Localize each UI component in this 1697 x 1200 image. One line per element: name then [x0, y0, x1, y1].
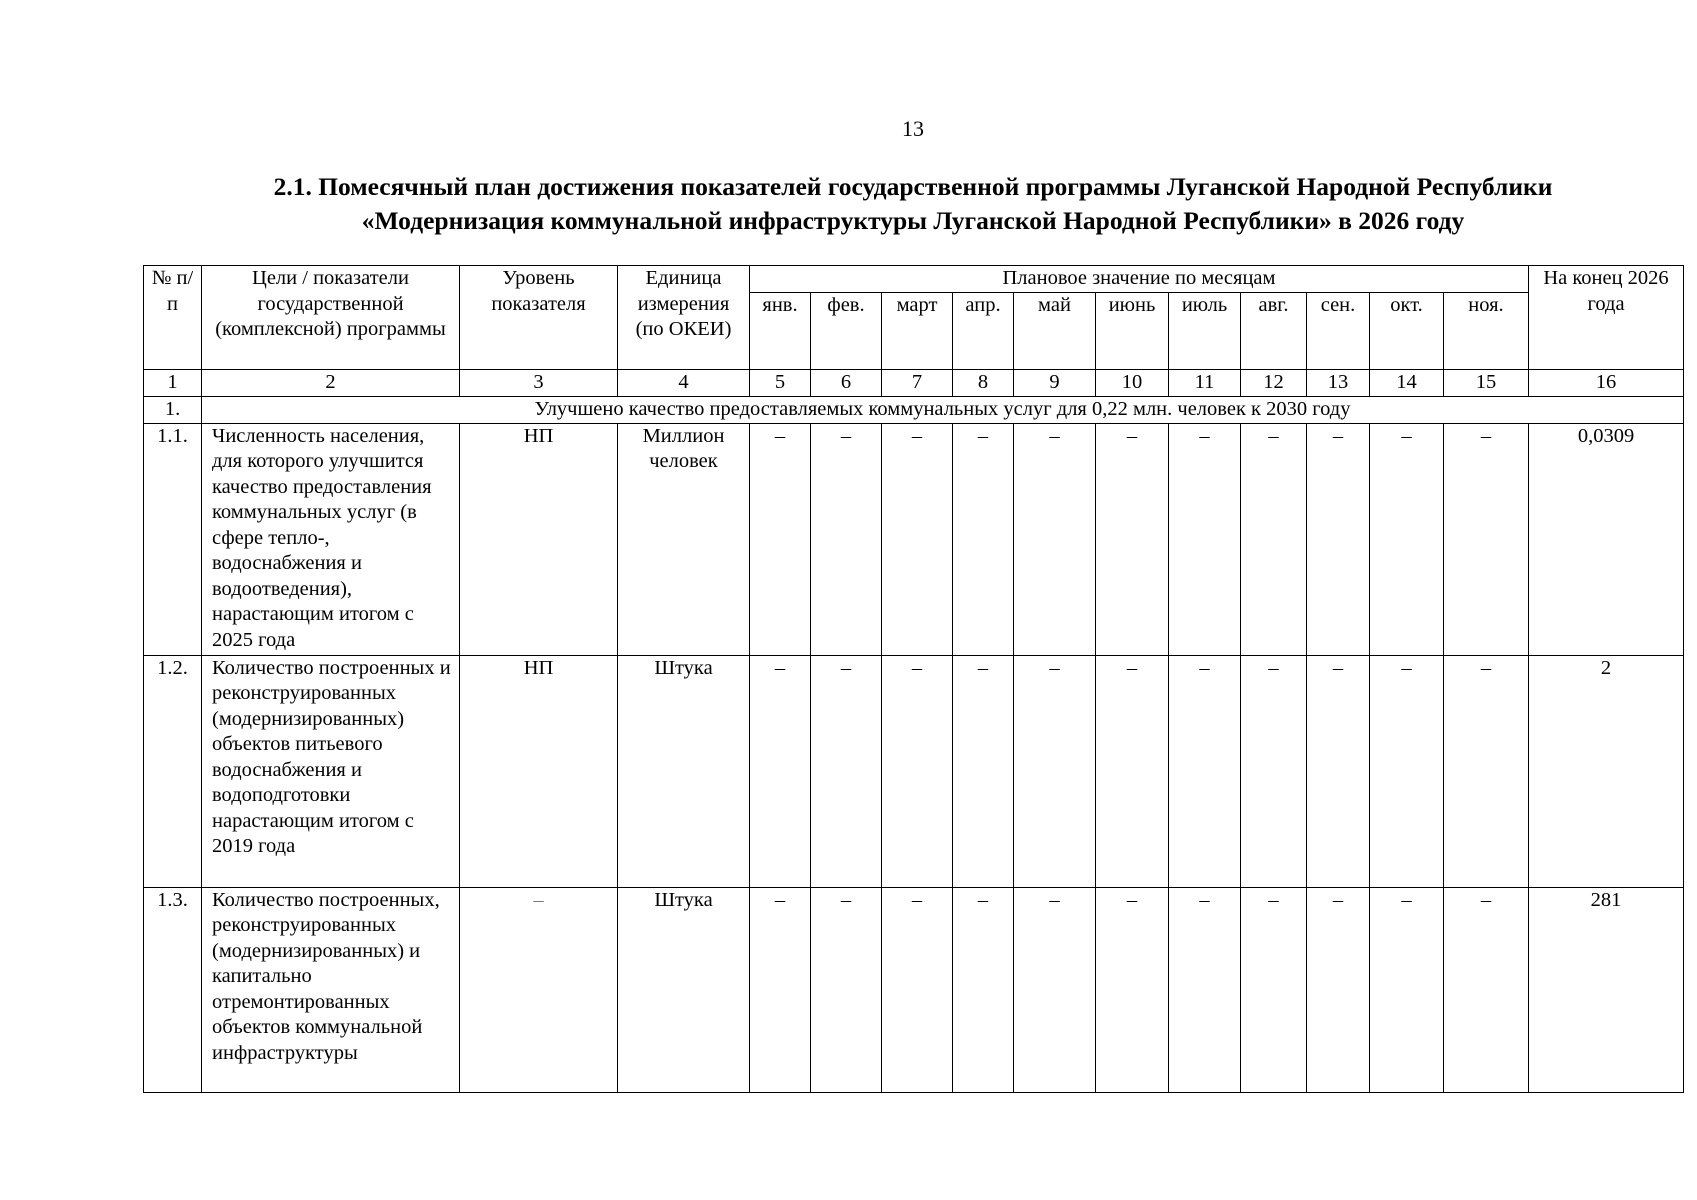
month-value: – — [1169, 887, 1241, 1092]
header-unit: Единица измерения (по ОКЕИ) — [618, 266, 750, 370]
end-of-year-value: 281 — [1529, 887, 1684, 1092]
month-value: – — [953, 655, 1014, 887]
month-value: – — [750, 887, 811, 1092]
column-number: 16 — [1529, 369, 1684, 396]
column-number: 1 — [144, 369, 202, 396]
end-of-year-value: 2 — [1529, 655, 1684, 887]
month-value: – — [1096, 423, 1169, 655]
header-month: апр. — [953, 292, 1014, 369]
column-number: 6 — [811, 369, 882, 396]
header-goal: Цели / показатели государственной (комплексной) программы — [202, 266, 460, 370]
header-month: июль — [1169, 292, 1241, 369]
indicator-name: Количество построенных и реконструированных (модернизированных) объектов питьевого водоснабжения и водоподготовки нарастающим итогом с 2019 года — [202, 655, 460, 887]
column-number: 7 — [882, 369, 953, 396]
column-number: 3 — [460, 369, 618, 396]
column-number: 13 — [1307, 369, 1370, 396]
indicator-level: НП — [460, 423, 618, 655]
column-numbers-row — [144, 369, 1684, 396]
column-number: 11 — [1169, 369, 1241, 396]
column-number: 15 — [1444, 369, 1529, 396]
table-row — [144, 423, 1684, 655]
column-number: 14 — [1370, 369, 1444, 396]
month-value: – — [1370, 655, 1444, 887]
row-number: 1.1. — [144, 423, 202, 655]
month-value: – — [811, 655, 882, 887]
header-month: авг. — [1241, 292, 1307, 369]
goal-number: 1. — [144, 396, 202, 423]
month-value: – — [1444, 655, 1529, 887]
month-value: – — [1096, 655, 1169, 887]
column-number: 5 — [750, 369, 811, 396]
document-title — [150, 170, 1676, 238]
month-value: – — [1307, 887, 1370, 1092]
month-value: – — [953, 887, 1014, 1092]
month-value: – — [1307, 655, 1370, 887]
indicator-level: – — [460, 887, 618, 1092]
indicator-name: Количество построенных, реконструированных (модернизированных) и капитально отремонтированных объектов коммунальной инфраструктуры — [202, 887, 460, 1092]
header-month: май — [1014, 292, 1096, 369]
title-line-1: 2.1. Помесячный план достижения показателей государственной программы Луганской Народной Республики — [273, 172, 1553, 201]
row-number: 1.3. — [144, 887, 202, 1092]
indicator-name: Численность населения, для которого улучшится качество предоставления коммунальных услуг (в сфере тепло-, водоснабжения и водоотведения), нарастающим итогом с 2025 года — [202, 423, 460, 655]
header-month: окт. — [1370, 292, 1444, 369]
goal-text: Улучшено качество предоставляемых коммунальных услуг для 0,22 млн. человек к 2030 году — [202, 396, 1684, 423]
table-row — [144, 887, 1684, 1092]
header-row — [144, 266, 1684, 293]
month-value: – — [811, 423, 882, 655]
header-num: № п/п — [144, 266, 202, 370]
header-month: фев. — [811, 292, 882, 369]
monthly-plan-table — [143, 265, 1684, 1093]
header-month: июнь — [1096, 292, 1169, 369]
month-value: – — [1370, 423, 1444, 655]
month-value: – — [882, 655, 953, 887]
month-value: – — [1169, 655, 1241, 887]
month-value: – — [1444, 423, 1529, 655]
goal-row — [144, 396, 1684, 423]
month-value: – — [1014, 655, 1096, 887]
row-number: 1.2. — [144, 655, 202, 887]
month-value: – — [1444, 887, 1529, 1092]
month-value: – — [1241, 423, 1307, 655]
month-value: – — [882, 423, 953, 655]
end-of-year-value: 0,0309 — [1529, 423, 1684, 655]
month-value: – — [1014, 423, 1096, 655]
header-level: Уровень показателя — [460, 266, 618, 370]
month-value: – — [1241, 887, 1307, 1092]
month-value: – — [953, 423, 1014, 655]
column-number: 8 — [953, 369, 1014, 396]
indicator-unit: Штука — [618, 655, 750, 887]
header-month: март — [882, 292, 953, 369]
month-value: – — [1169, 423, 1241, 655]
page-number: 13 — [902, 116, 924, 141]
column-number: 9 — [1014, 369, 1096, 396]
indicator-unit: Миллион человек — [618, 423, 750, 655]
header-month: сен. — [1307, 292, 1370, 369]
month-value: – — [1096, 887, 1169, 1092]
month-value: – — [1241, 655, 1307, 887]
indicator-unit: Штука — [618, 887, 750, 1092]
header-end-of-year: На конец 2026 года — [1529, 266, 1684, 370]
column-number: 2 — [202, 369, 460, 396]
column-number: 12 — [1241, 369, 1307, 396]
month-value: – — [750, 655, 811, 887]
table-row — [144, 655, 1684, 887]
header-month: янв. — [750, 292, 811, 369]
month-value: – — [1370, 887, 1444, 1092]
title-line-2: «Модернизация коммунальной инфраструктуры Луганской Народной Республики» в 2026 году — [361, 206, 1465, 235]
month-value: – — [811, 887, 882, 1092]
column-number: 10 — [1096, 369, 1169, 396]
month-value: – — [1014, 887, 1096, 1092]
column-number: 4 — [618, 369, 750, 396]
month-value: – — [882, 887, 953, 1092]
header-months-group: Плановое значение по месяцам — [750, 266, 1529, 293]
month-value: – — [1307, 423, 1370, 655]
month-value: – — [750, 423, 811, 655]
header-month: ноя. — [1444, 292, 1529, 369]
indicator-level: НП — [460, 655, 618, 887]
